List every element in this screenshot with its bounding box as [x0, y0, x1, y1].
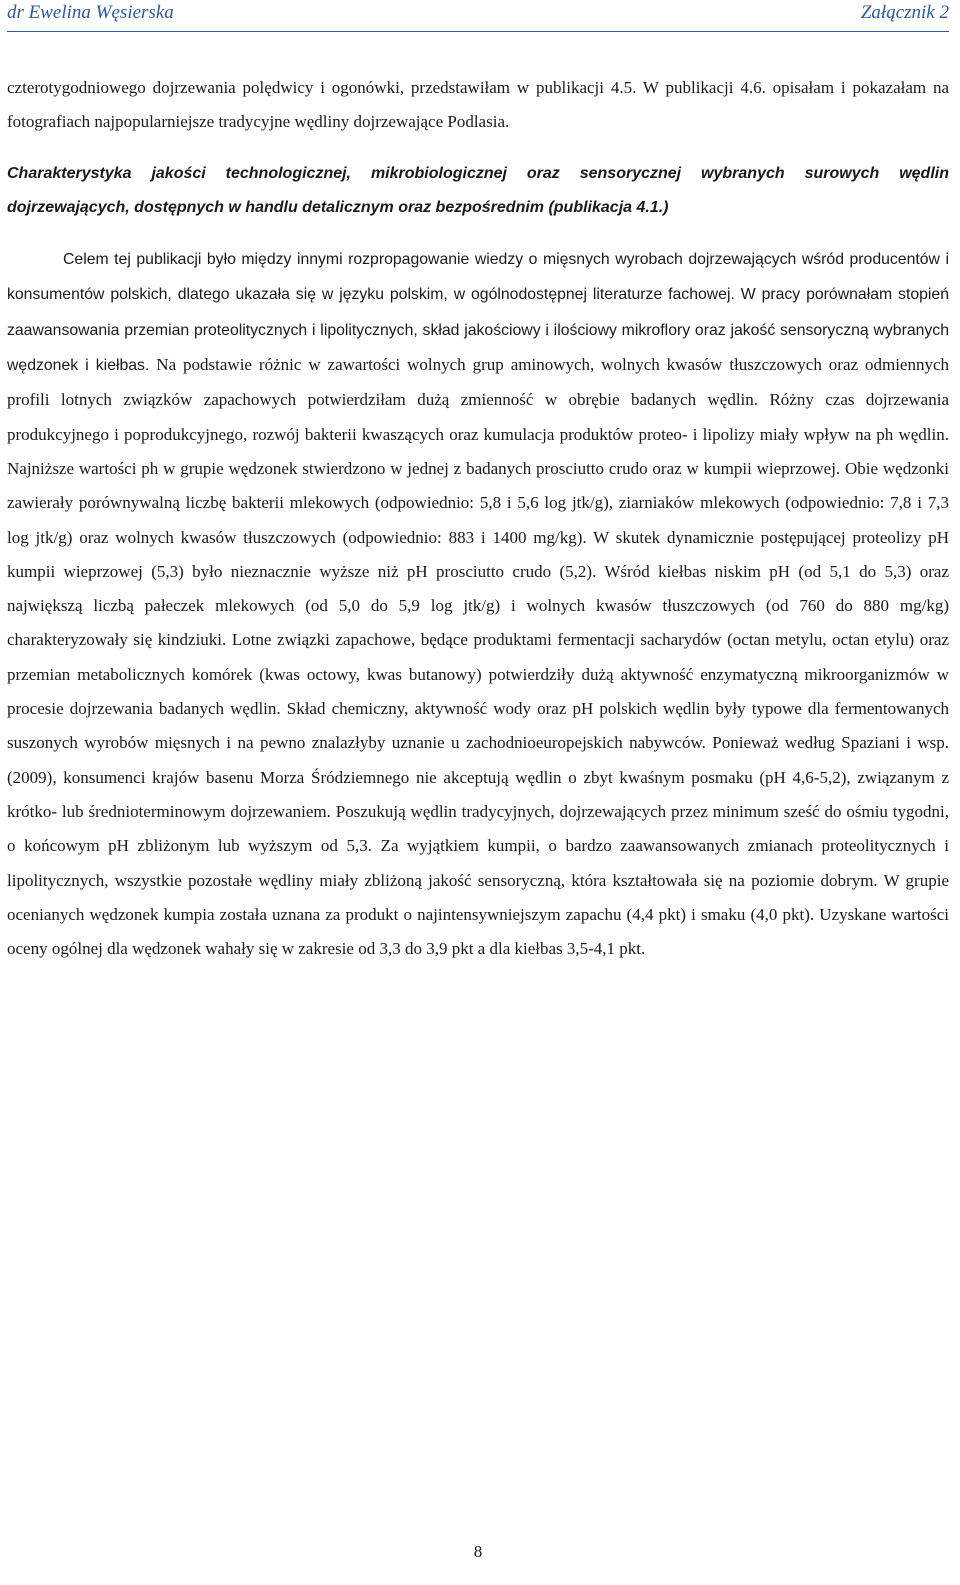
- document-page: [7, 0, 949, 1585]
- header-divider: [7, 31, 949, 32]
- section-heading: Charakterystyka jakości technologicznej, mikrobiologicznej oraz sensorycznej wybranych surowych wędlin dojrzewających, dostępnych w handlu detalicznym oraz bezpośrednim (publikacja 4.1.): [7, 164, 949, 216]
- header-author: dr Ewelina Węsierska: [7, 2, 174, 23]
- page-header: [7, 2, 949, 26]
- body-paragraph: [7, 242, 949, 966]
- page-number: 8: [473, 1542, 483, 1561]
- intro-paragraph: czterotygodniowego dojrzewania polędwicy i ogonówki, przedstawiłam w publikacji 4.5. W publikacji 4.6. opisałam i pokazałam na fotografiach najpopularniejsze tradycyjne wędliny dojrzewające Podlasia.: [7, 78, 949, 132]
- page-content: [7, 71, 949, 966]
- body-text-part-2: Na podstawie różnic w zawartości wolnych grup aminowych, wolnych kwasów tłuszczowych oraz odmiennych profili lotnych związków zapachowych potwierdziłam dużą zmienność w obrębie badanych wędlin. Różny czas dojrzewania produkcyjnego i poprodukcyjnego, rozwój bakterii kwaszących oraz kumulacja produktów proteo- i lipolizy miały wpływ na ph wędlin. Najniższe wartości ph w grupie wędzonek stwierdzono w jednej z badanych prosciutto crudo oraz w kumpii wieprzowej. Obie wędzonki zawierały porównywalną liczbę bakterii mlekowych (odpowiednio: 5,8 i 5,6 log jtk/g), ziarniaków mlekowych (odpowiednio: 7,8 i 7,3 log jtk/g) oraz wolnych kwasów tłuszczowych (odpowiednio: 883 i 1400 mg/kg). W skutek dynamicznie postępującej proteolizy pH kumpii wieprzowej (5,3) było nieznacznie wyższe niż pH prosciutto crudo (5,2). Wśród kiełbas niskim pH (od 5,1 do 5,3) oraz największą liczbą pałeczek mlekowych (od 5,0 do 5,9 log jtk/g) i wolnych kwasów tłuszczowych (od 760 do 880 mg/kg) charakteryzowały się kindziuki. Lotne związki zapachowe, będące produktami fermentacji sacharydów (octan metylu, octan etylu) oraz przemian metabolicznych komórek (kwas octowy, kwas butanowy) potwierdziły dużą aktywność enzymatyczną mikroorganizmów w procesie dojrzewania badanych wędlin. Skład chemiczny, aktywność wody oraz pH polskich wędlin były typowe dla fermentowanych suszonych wyrobów mięsnych i na pewno znalazłyby uznanie u zachodnioeuropejskich nabywców. Ponieważ według Spaziani i wsp. (2009), konsumenci krajów basenu Morza Śródziemnego nie akceptują wędlin o zbyt kwaśnym posmaku (pH 4,6-5,2), związanym z krótko- lub średnioterminowym dojrzewaniem. Poszukują wędlin tradycyjnych, dojrzewających przez minimum sześć do ośmiu tygodni, o końcowym pH zbliżonym lub wyższym od 5,3. Za wyjątkiem kumpii, o bardzo zaawansowanych zmianach proteolitycznych i lipolitycznych, wszystkie pozostałe wędliny miały zbliżoną jakość sensoryczną, która kształtowała się na poziomie dobrym. W grupie ocenianych wędzonek kumpia została uznana za produkt o najintensywniejszym zapachu (4,4 pkt) i smaku (4,0 pkt). Uzyskane wartości oceny ogólnej dla wędzonek wahały się w zakresie od 3,3 do 3,9 pkt a dla kiełbas 3,5-4,1 pkt.: [7, 355, 950, 959]
- body-text-part-1: Celem tej publikacji było między innymi rozpropagowanie wiedzy o mięsnych wyrobach dojrzewających wśród producentów i konsumentów polskich, dlatego ukazała się w języku polskim, w ogólnodostępnej literaturze fachowej. W pracy porównałam stopień zaawansowania przemian proteolitycznych i lipolitycznych, skład jakościowy i ilościowy mikroflory oraz jakość sensoryczną wybranych wędzonek i kiełbas.: [7, 251, 949, 375]
- header-annex: Załącznik 2: [860, 2, 949, 23]
